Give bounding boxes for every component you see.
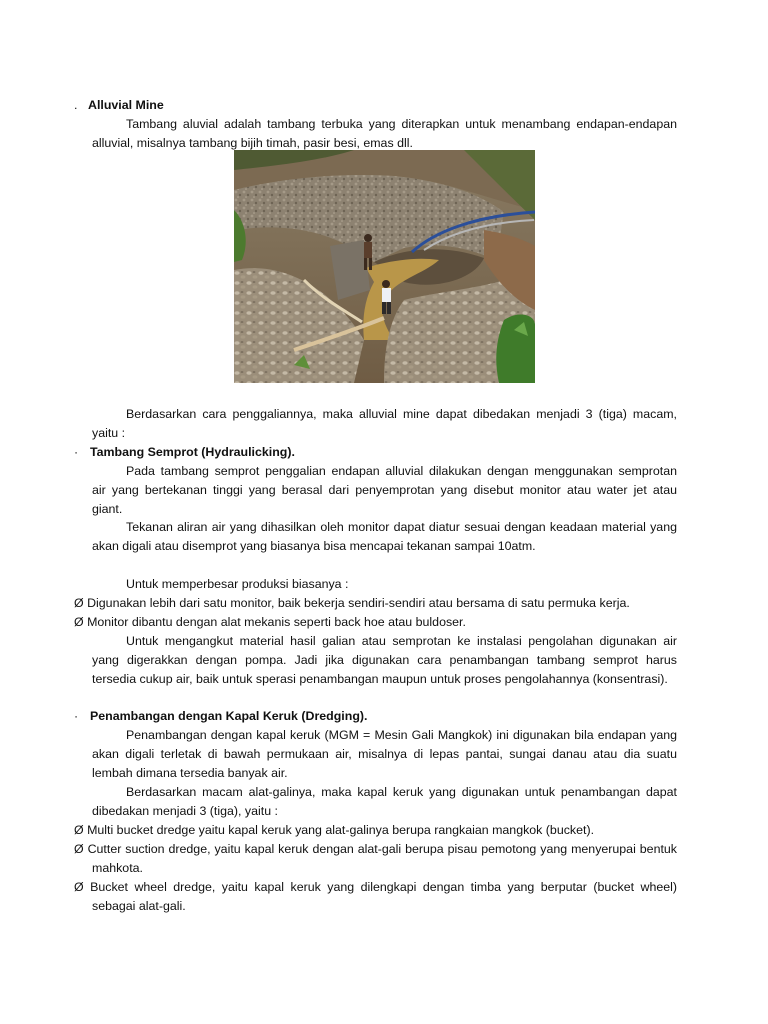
semprot-item-2: Ø Monitor dibantu dengan alat mekanis seperti back hoe atau buldoser. [74,615,466,629]
semprot-title-text: Tambang Semprot (Hydraulicking). [90,445,295,459]
para1-line-2: yaitu : [92,426,126,440]
section-title-text: Alluvial Mine [88,98,164,112]
semprot-p1-line-2: air yang bertekanan tinggi yang berasal dari penyemprotan yang disebut monitor atau water jet atau [92,483,677,497]
dredging-p1-line-3: lembah dimana tersedia banyak air. [92,766,288,780]
dredging-item-2-line-1: Ø Cutter suction dredge, yaitu kapal keruk dengan alat-gali berupa pisau pemotong yang menyerupai bentuk [74,842,677,856]
intro-line-1: Tambang aluvial adalah tambang terbuka yang diterapkan untuk menambang endapan-endapan [126,117,677,131]
semprot-item-1: Ø Digunakan lebih dari satu monitor, baik bekerja sendiri-sendiri atau bersama di satu permuka kerja. [74,596,630,610]
alluvial-mine-photo [234,150,535,383]
dredging-p1-line-1: Penambangan dengan kapal keruk (MGM = Mesin Gali Mangkok) ini digunakan bila endapan yang [126,728,677,742]
dredging-item-1: Ø Multi bucket dredge yaitu kapal keruk yang alat-galinya berupa rangkaian mangkok (bucket). [74,823,595,837]
dredging-item-3-line-2: sebagai alat-gali. [92,899,186,913]
intro-line-2: alluvial, misalnya tambang bijih timah, pasir besi, emas dll. [92,136,413,150]
section-title [88,97,164,113]
para1-line-1: Berdasarkan cara penggaliannya, maka alluvial mine dapat dibedakan menjadi 3 (tiga) macam, [126,407,677,421]
dredging-item-2-line-2: mahkota. [92,861,143,875]
dredging-title-text: Penambangan dengan Kapal Keruk (Dredging). [90,709,368,723]
semprot-p4-line-2: yang digerakkan dengan pompa. Jadi jika digunakan cara penambangan tambang semprot harus [92,653,677,667]
semprot-title [90,444,295,460]
semprot-p2-line-1: Tekanan aliran air yang dihasilkan oleh monitor dapat diatur sesuai dengan keadaan material yang [126,520,677,534]
semprot-p1-line-3: giant. [92,502,123,516]
semprot-p4-line-3: tersedia cukup air, baik untuk sperasi penambangan maupun untuk proses pengolahannya (konsentrasi). [92,672,668,686]
dredging-p1-line-2: akan digali terletak di bawah permukaan air, misalnya di lepas pantai, sungai danau atau dia suatu [92,747,677,761]
dredging-p2-line-1: Berdasarkan macam alat-galinya, maka kapal keruk yang digunakan untuk penambangan dapat [126,785,677,799]
semprot-p2-line-2: akan digali atau disemprot yang biasanya bisa mencapai tekanan sampai 10atm. [92,539,536,553]
semprot-p3: Untuk memperbesar produksi biasanya : [126,577,349,591]
semprot-bullet: · [74,445,79,459]
dredging-p2-line-2: dibedakan menjadi 3 (tiga), yaitu : [92,804,278,818]
semprot-p4-line-1: Untuk mengangkut material hasil galian atau semprotan ke instalasi pengolahan digunakan air [126,634,677,648]
section-marker: . [74,98,78,112]
semprot-p1-line-1: Pada tambang semprot penggalian endapan alluvial dilakukan dengan menggunakan semprotan [126,464,677,478]
dredging-item-3-line-1: Ø Bucket wheel dredge, yaitu kapal keruk yang dilengkapi dengan timba yang berputar (bucket wheel) [74,880,677,894]
dredging-title [90,708,367,724]
dredging-bullet: · [74,709,79,723]
